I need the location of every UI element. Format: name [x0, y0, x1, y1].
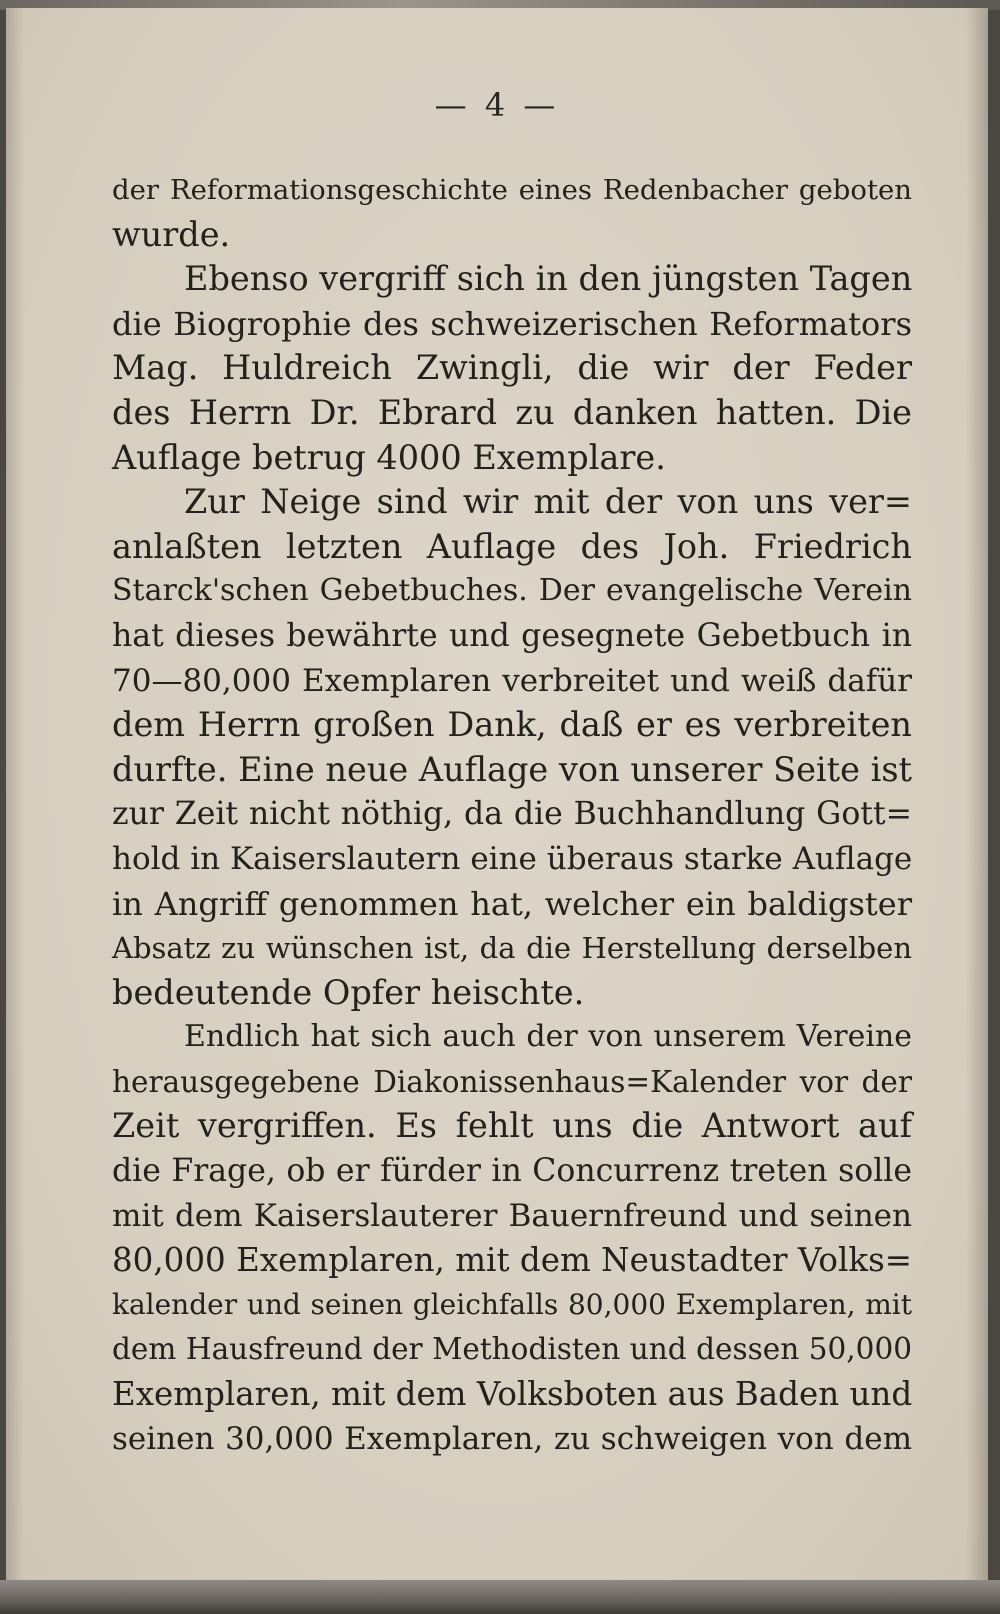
text-line: Exemplaren, mit dem Volksboten aus Baden und: [112, 1375, 913, 1414]
text-line: kalender und seinen gleichfalls 80,000 Exemplaren, mit: [112, 1287, 912, 1321]
text-line: anlaßten letzten Auflage des Joh. Friedrich: [112, 526, 912, 566]
spine-shadow: [6, 8, 24, 1580]
text-line: dem Hausfreund der Methodisten und dessen 50,000: [112, 1332, 912, 1367]
text-line: wurde.: [112, 214, 231, 254]
text-line: des Herrn Dr. Ebrard zu danken hatten. Die: [112, 392, 912, 432]
text-line: herausgegebene Diakonissenhaus=Kalender vor der: [112, 1064, 912, 1099]
text-line: Ebenso vergriff sich in den jüngsten Tagen: [184, 259, 913, 299]
text-line: Endlich hat sich auch der von unserem Vereine: [184, 1019, 912, 1055]
text-line: hold in Kaiserslautern eine überaus starke Auflage: [112, 840, 913, 877]
text-line: der Reformationsgeschichte eines Redenbacher geboten: [112, 174, 912, 206]
page-number: — 4 —: [434, 86, 560, 124]
text-line: die Frage, ob er fürder in Concurrenz treten solle: [112, 1153, 912, 1190]
text-line: Starck'schen Gebetbuches. Der evangelische Verein: [112, 573, 912, 609]
text-line: bedeutende Opfer heischte.: [112, 972, 585, 1012]
book-page: [6, 8, 988, 1580]
body-text: [112, 168, 912, 1461]
text-line: Absatz zu wünschen ist, da die Herstellung derselben: [112, 931, 912, 966]
text-line: zur Zeit nicht nöthig, da die Buchhandlung Gott=: [112, 796, 912, 833]
text-line: hat dieses bewährte und gesegnete Gebetbuch in: [112, 617, 912, 654]
text-line: 70—80,000 Exemplaren verbreitet und weiß dafür: [112, 662, 912, 699]
text-line: Auflage betrug 4000 Exemplare.: [112, 437, 666, 477]
text-line: dem Herrn großen Dank, daß er es verbreiten: [112, 705, 912, 745]
text-line: Zeit vergriffen. Es fehlt uns die Antwort auf: [112, 1106, 912, 1146]
text-line: 80,000 Exemplaren, mit dem Neustadter Volks=: [112, 1241, 912, 1280]
text-line: in Angriff genommen hat, welcher ein baldigster: [112, 884, 912, 923]
text-line: durfte. Eine neue Auflage von unserer Seite ist: [112, 749, 912, 789]
text-line: seinen 30,000 Exemplaren, zu schweigen von dem: [112, 1420, 912, 1457]
book-bottom-edge: [0, 1580, 1000, 1614]
page-edge-shadow: [966, 8, 988, 1580]
text-line: Zur Neige sind wir mit der von uns ver=: [184, 482, 912, 522]
text-line: die Biogrophie des schweizerischen Reformators: [112, 304, 912, 343]
text-line: mit dem Kaiserslauterer Bauernfreund und seinen: [112, 1197, 912, 1234]
text-line: Mag. Huldreich Zwingli, die wir der Feder: [112, 348, 912, 388]
